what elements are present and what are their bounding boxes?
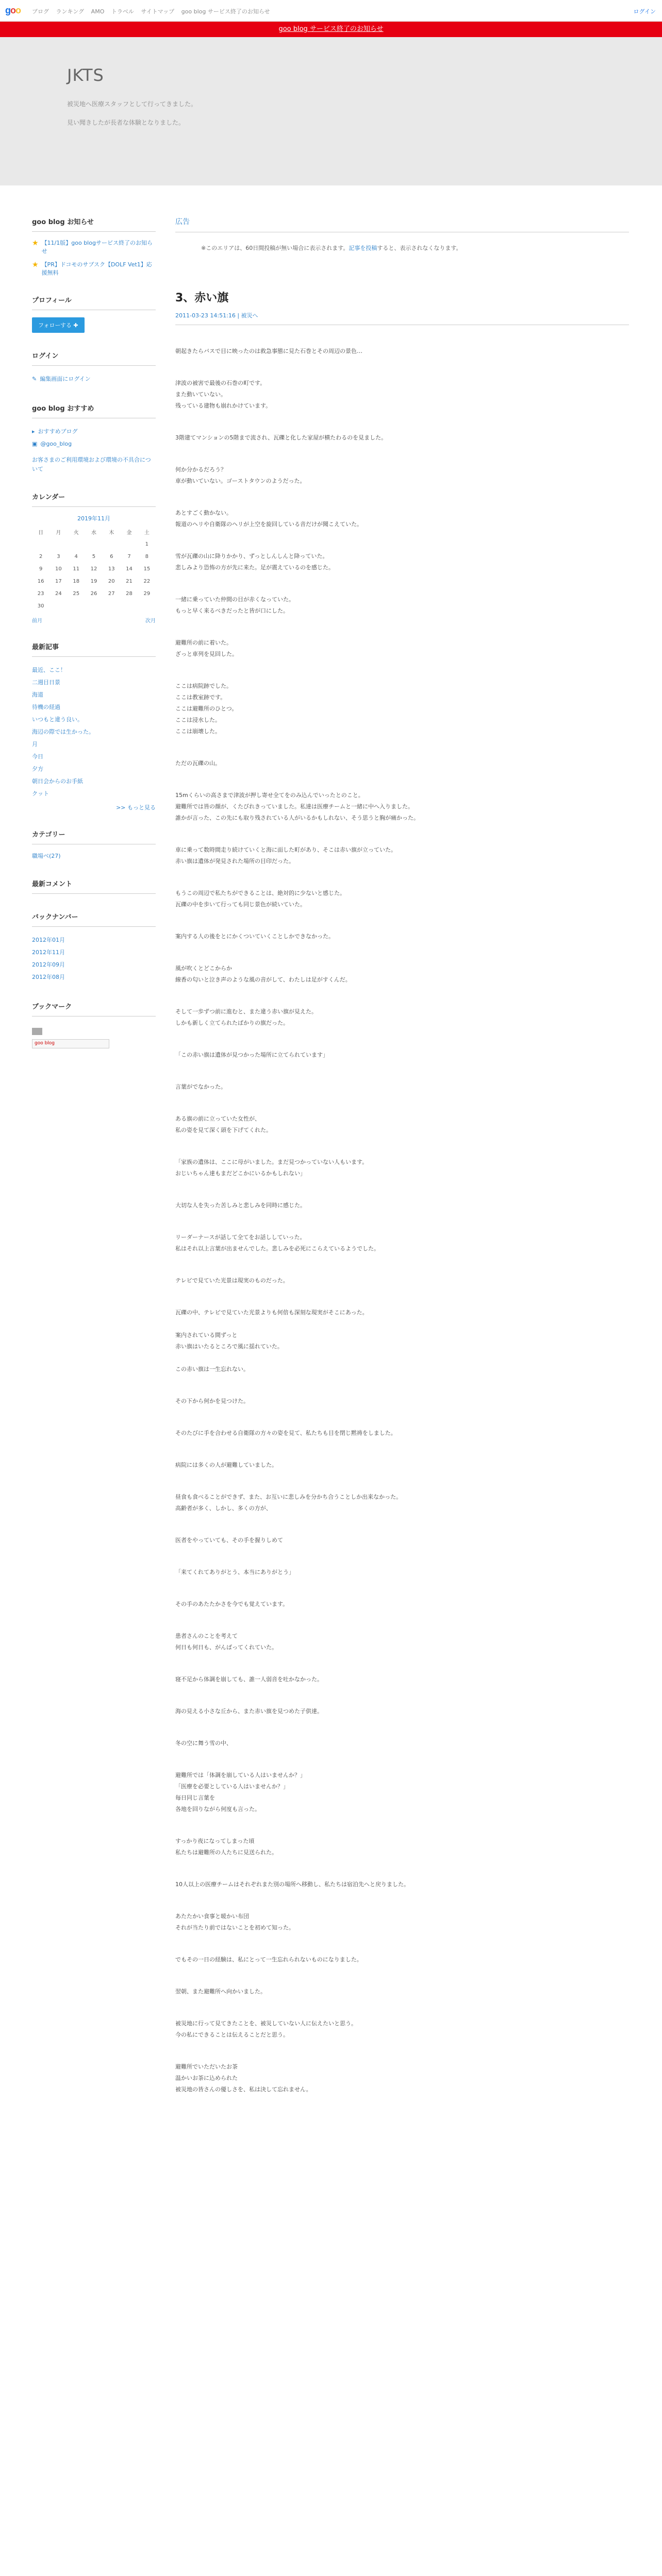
admin-login-link[interactable] [32,373,156,385]
article-paragraph: そのたびに手を合わせる自衛隊の方々の姿を見て、私たちも目を閉じ黙祷をしました。 [175,1430,396,1436]
notice-link[interactable]: 【11/1版】goo blogサービス終了のお知らせ [41,240,153,255]
calendar-day: 1 [145,541,149,547]
article-paragraph: そして一歩ずつ前に進むと、また違う赤い旗が見えた。 しかも新しく立てられたばかりの旗だった。 [175,1008,317,1026]
calendar-day [49,538,67,550]
rss-icon [32,1028,42,1035]
ad-text: ※このエリアは、60日間投稿が無い場合に表示されます。 [201,245,349,251]
weekday-label: 月 [56,530,61,536]
ad-notice [201,244,629,252]
star-icon: ★ [32,239,39,247]
article-paragraph: 医者をやっていても、その手を握りしめて [175,1537,283,1544]
calendar-day: 2 [39,553,43,560]
twitter-label: @goo_blog [40,440,72,447]
recent-article-link[interactable]: 夕方 [32,766,43,772]
calendar-day: 5 [92,553,96,560]
blog-description [67,95,197,132]
twitter-link[interactable] [32,438,156,450]
bookmark-badge[interactable] [32,1028,156,1048]
weekday-label: 金 [126,530,132,536]
twitter-icon: ▣ [32,440,38,447]
article-paragraph: 一緒に乗っていた仲間の目が赤くなっていた。 もっと早く来るべきだったと皆が口にした。 [175,596,294,614]
calendar-day: 29 [143,590,151,597]
profile-title: プロフィール [32,295,156,310]
article-paragraph: 避難所では「体調を崩している人はいませんか？」 「医療を必要としている人はいませんか？」 毎日同じ言葉を 各地を回りながら何度も言った。 [175,1772,306,1812]
calendar-day [68,538,85,550]
recommend-box [32,403,156,474]
sidebar [32,216,156,1066]
nav-item[interactable]: ブログ [32,8,49,15]
category-link[interactable]: 職場ベ(27) [32,853,61,859]
prev-month-link[interactable]: 前月 [32,618,42,624]
weekday-label: 木 [109,530,114,536]
article-paragraph: 「来てくれてありがとう、本当にありがとう」 [175,1569,294,1575]
article-paragraph: 言葉がでなかった。 [175,1083,226,1090]
article-meta[interactable]: 2011-03-23 14:51:16 | 被災へ [175,311,629,325]
article-paragraph: 患者さんのことを考えて 何日も何日も、がんばってくれていた。 [175,1633,277,1651]
recent-article-link[interactable]: 今日 [32,753,43,760]
article-paragraph: 風が吹くとどこからか 線香の匂いと泣き声のような風の音がして、わたしは足がすくんだ。 [175,965,351,983]
article-title[interactable]: 3、赤い旗 [175,292,229,304]
article-paragraph: 津波の被害で最後の石巻の町です。 また動いていない。 残っている建物も崩れかけています。 [175,380,272,409]
calendar-day: 30 [37,603,44,609]
next-month-link[interactable]: 次月 [145,618,156,624]
calendar-day: 9 [39,566,43,572]
recommend-label: おすすめブログ [38,428,78,435]
article-paragraph: 避難所でいただいたお茶 温かいお茶に込められた 被災地の皆さんの優しさを、私は決して忘れません。 [175,2063,312,2093]
goo-logo[interactable] [5,5,21,16]
article-paragraph: 避難所の前に着いた。 ざっと車列を見回した。 [175,639,238,657]
recent-article-link[interactable]: 二週目日景 [32,679,60,686]
article-paragraph: リーダーナースが話して全てをお話ししていった。 私はそれ以上言葉が出ませんでした。悲しみを必死にこらえているようでした。 [175,1234,379,1252]
backnumber-link[interactable]: 2012年01月 [32,937,65,943]
backnumber-box [32,911,156,984]
post-article-link[interactable]: 記事を投稿 [349,245,377,251]
calendar-box [32,492,156,624]
article-paragraph: その手のあたたかさを今でも覚えています。 [175,1601,289,1607]
calendar-day: 27 [108,590,115,597]
calendar-day: 10 [55,566,62,572]
article-paragraph: ただの瓦礫の山。 [175,760,221,767]
ad-label: 広告 [175,216,629,232]
bookmark-title: ブックマーク [32,1001,156,1016]
blog-header [0,37,662,185]
notice-item[interactable] [32,261,156,277]
recent-article-link[interactable]: 待機の経過 [32,704,60,710]
calendar-day: 22 [143,578,151,584]
calendar-day [32,538,49,550]
calendar-day: 4 [74,553,78,560]
backnumber-link[interactable]: 2012年08月 [32,974,65,980]
calendar-day: 20 [108,578,115,584]
article-paragraph: 15mくらいの高さまで津波が押し寄せ全てをのみ込んでいったとのこと。 避難所では皆の顔が、くたびれきっていました。私達は医療チームと一緒に中へ入りました。 誰かが言った、この先にも取り残されている人がいるかもしれない、そう思うと胸が痛かった。 [175,792,419,821]
recommend-blog-link[interactable] [32,426,156,438]
category-box [32,829,156,861]
calendar-day: 26 [90,590,97,597]
calendar-title: カレンダー [32,492,156,507]
main-content [175,216,629,2095]
recent-article-link[interactable]: 海道 [32,691,43,698]
article-paragraph: 何か分かるだろう？ 車が動いていない。ゴーストタウンのようだった。 [175,466,306,484]
calendar-day: 3 [57,553,60,560]
category-title: カテゴリー [32,829,156,844]
calendar-day [120,600,138,612]
nav-item[interactable]: AMO [91,8,105,15]
article-paragraph: 雪が瓦礫の山に降りかかり、ずっとしんしんと降っていた。 悲しみより恐怖の方が先に来た。足が震えているのを感じた。 [175,553,334,571]
calendar-day: 15 [143,566,151,572]
logo-letter: o [15,5,21,15]
login-link[interactable]: ログイン [633,8,656,15]
calendar-day: 16 [37,578,44,584]
article-paragraph: 瓦礫の中、テレビで見ていた光景よりも何倍も深刻な現実がそこにあった。 案内されている間ずっと 赤い旗はいたるところで風に揺れていた。 この赤い旗は一生忘れない。 [175,1309,368,1372]
recent-article-link[interactable]: いつもと違う良い。 [32,716,83,723]
article-paragraph: 「この赤い旗は遺体が見つかった場所に立てられています」 [175,1052,328,1058]
article-paragraph: 「家族の遺体は、ここに母がいました。まだ見つかっていない人もいます。 おじいちゃん達もまだどこかにいるかもしれない」 [175,1159,368,1177]
article-paragraph: 翌朝、また避難所へ向かいました。 [175,1988,266,1995]
article-paragraph: 朝起きたらバスで目に映ったのは救急事態に見た石巻とその周辺の景色… [175,348,362,354]
page-body [0,185,662,2576]
article-paragraph: あとすごく動かない。 報道のヘリや自衛隊のヘリが上空を旋回している音だけが聞こえていた。 [175,510,362,528]
article-paragraph: 海の見える小さな丘から、また赤い旗を見つめた子供達。 [175,1708,323,1715]
ad-suffix: すると、表示されなくなります。 [377,245,462,251]
article-paragraph: テレビで見ていた光景は現実のものだった。 [175,1277,289,1284]
article-paragraph: 冬の空に舞う雪の中、 [175,1740,232,1747]
recent-title: 最新記事 [32,641,156,657]
calendar-day: 24 [55,590,62,597]
calendar-day: 17 [55,578,62,584]
recent-article-link[interactable]: 最近、ここ！ [32,667,66,673]
calendar-nav [32,616,156,624]
article-paragraph: 10人以上の医療チームはそれぞれまた別の場所へ移動し、私たちは宿泊先へと戻りました。 [175,1881,409,1888]
article-paragraph: 病院には多くの人が避難していました。 [175,1462,277,1468]
arrow-icon: ▸ [32,428,35,435]
comments-box [32,878,156,894]
banner-text[interactable]: goo blog サービス終了のお知らせ [278,25,384,33]
article-paragraph: 被災地に行って見てきたことを、被災していない人に伝えたいと思う。 今の私にできることは伝えることだと思う。 [175,2020,357,2038]
article-paragraph: もうこの周辺で私たちができることは、絶対的に少ないと感じた。 瓦礫の中を歩いて行っても同じ景色が続いていた。 [175,890,345,908]
notice-box [32,216,156,277]
nav-item[interactable]: goo blog サービス終了のお知らせ [181,8,270,15]
backnumber-link[interactable]: 2012年09月 [32,961,65,968]
environment-link[interactable]: お客さまのご利用環境および環境の不具合について [32,456,151,472]
calendar-day [103,600,120,612]
nav-item[interactable]: トラベル [111,8,134,15]
calendar-day: 7 [127,553,131,560]
profile-box [32,295,156,333]
calendar-day [138,600,156,612]
recent-box [32,641,156,811]
calendar-day: 23 [37,590,44,597]
calendar-day [85,600,103,612]
calendar-day [85,538,103,550]
backnumber-link[interactable]: 2012年11月 [32,949,65,956]
follow-label: フォローする [38,322,72,329]
goo-blog-badge[interactable]: goo blog [32,1039,109,1048]
article-paragraph: ここは病院跡でした。 ここは教室跡です。 ここは避難所のひとつ。 ここは浸水した。 ここは崩壊した。 [175,683,238,735]
calendar-day: 8 [145,553,149,560]
login-title: ログイン [32,350,156,366]
description-line: 被災地へ医療スタッフとして行ってきました。 [67,100,197,108]
calendar-month: 2019年11月 [77,515,110,522]
calendar-day: 28 [126,590,133,597]
notice-item[interactable] [32,239,156,256]
calendar-day [120,538,138,550]
calendar-day: 14 [126,566,133,572]
notice-link[interactable]: 【PR】ドコモのサブスク【DOLF Vet1】応援無料 [41,261,152,276]
more-link[interactable]: >> もっと見る [116,804,156,811]
weekday-label: 火 [73,530,79,536]
article-paragraph: 3階建てマンションの5階まで流され、瓦礫と化した家屋が横たわるのを見ました。 [175,434,387,441]
pencil-icon: ✎ [32,376,37,382]
recent-article-link[interactable]: 朝日会からのお手紙 [32,778,83,785]
recent-article-link[interactable]: クット [32,790,49,797]
weekday-label: 日 [38,530,44,536]
article-paragraph: その下から何かを見つけた。 [175,1398,249,1404]
notice-title: goo blog お知らせ [32,216,156,232]
article-body [175,346,629,2095]
backnumber-title: バックナンバー [32,911,156,927]
recommend-title: goo blog おすすめ [32,403,156,418]
logo-letter: o [10,5,15,15]
backnumber-list [32,934,156,984]
admin-login-label: 編集画面にログイン [40,376,91,382]
article-paragraph: 昼食も食べることができず、また、お互いに悲しみを分かち合うことしか出来なかった。 高齢者が多く、しかし、多くの方が、 [175,1494,402,1512]
article-paragraph: すっかり夜になってしまった頃 私たちは避難所の人たちに見送られた。 [175,1838,277,1856]
article-paragraph: あたたかい食事と暖かい布団 それが当たり前ではないことを初めて知った。 [175,1913,294,1931]
plus-icon: ✚ [73,322,78,329]
comments-title: 最新コメント [32,878,156,894]
nav-item[interactable]: サイトマップ [141,8,175,15]
calendar-day: 12 [90,566,97,572]
recent-list [32,664,156,800]
calendar-day: 6 [110,553,113,560]
nav-item[interactable]: ランキング [56,8,85,15]
calendar-day [103,538,120,550]
login-box [32,350,156,385]
calendar-day [68,600,85,612]
article-paragraph: でもその一日の経験は、私にとって一生忘れられないものになりました。 [175,1956,362,1963]
calendar-day: 25 [73,590,80,597]
recent-article-link[interactable]: 海辺の際では生かった。 [32,728,94,735]
calendar-day: 11 [73,566,80,572]
bookmark-box [32,1001,156,1048]
blog-title[interactable]: JKTS [67,65,104,85]
article-paragraph: 寝不足から体調を崩しても、誰一人弱音を吐かなかった。 [175,1676,323,1683]
logo-letter: g [5,5,10,15]
article-paragraph: 案内する人の後をとにかくついていくことしかできなかった。 [175,933,334,940]
article-paragraph: 大切な人を失った苦しみと悲しみを同時に感じた。 [175,1202,306,1209]
calendar-day: 19 [90,578,97,584]
weekday-label: 土 [144,530,150,536]
calendar-day: 18 [73,578,80,584]
article-paragraph: ある旗の前に立っていた女性が、 私の姿を見て深く頭を下げてくれた。 [175,1115,272,1133]
follow-button[interactable] [32,317,85,333]
article-paragraph: 車に乗って数時間走り続けていくと海に面した町があり、そこは赤い旗が立っていた。 赤い旗は遺体が発見された場所の目印だった。 [175,846,396,865]
star-icon: ★ [32,261,39,269]
top-nav [32,7,275,15]
calendar-day: 13 [108,566,115,572]
top-bar [0,0,662,22]
recent-article-link[interactable]: 月 [32,741,38,748]
calendar-table [32,526,156,612]
description-line: 見い聞きしたが長者な体験となりました。 [67,119,185,126]
weekday-label: 水 [91,530,96,536]
calendar-day: 21 [126,578,133,584]
calendar-day [49,600,67,612]
service-end-banner[interactable] [0,22,662,37]
